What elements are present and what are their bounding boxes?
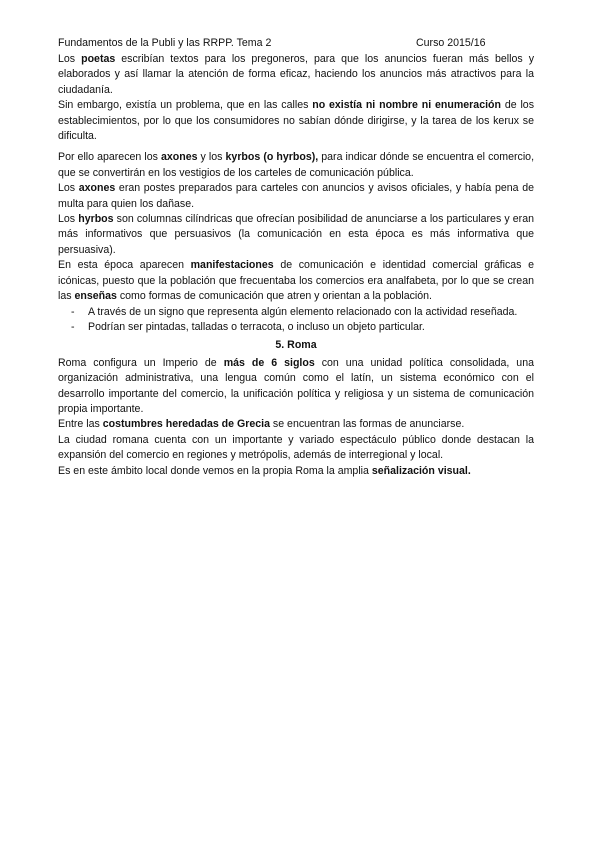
bullet-list [58,305,534,336]
bold-term: axones [160,151,198,164]
text-run: y los [197,151,226,164]
list-item [71,320,534,335]
text-run: Los [58,182,79,195]
text-run: Roma configura un Imperio de [58,356,224,369]
bold-term: manifestaciones [190,259,274,272]
bold-term: no existía ni nombre ni enumeración [312,99,501,112]
paragraph-hyrbos [58,212,534,258]
dash-bullet: - [71,320,75,333]
paragraph-manifestaciones [58,258,534,304]
text-run: como formas de comunicación que atren y orientan a la población. [116,290,432,303]
page-header [58,36,540,50]
header-academic-year: Curso 2015/16 [416,37,486,49]
text-run: Los [58,213,79,226]
bold-term: axones [78,182,116,195]
paragraph-axones-kyrbos [58,150,534,181]
section-heading-roma: 5. Roma [275,339,317,352]
bold-term: enseñas [74,290,117,303]
text-run: Por ello aparecen los [58,151,161,164]
text-run: se encuentran las formas de anunciarse. [269,418,465,431]
bold-term: costumbres heredadas de Grecia [102,418,270,431]
list-item-text: A través de un signo que representa algún elemento relacionado con la actividad reseñada. [88,305,518,318]
text-run: eran postes preparados para carteles con anuncios y avisos oficiales, y había pena de multa para quien los dañase. [58,182,534,210]
text-run: escribían textos para los pregoneros, para que los anuncios fueran más bellos y elaborados y así llamar la atención de forma eficaz, haciendo los anuncios más atractivos para la ciudadanía. [58,53,534,96]
paragraph-costumbres [58,417,534,432]
text-run: de comunicación e identidad comercial gráficas e icónicas, puesto que la población que frecuentaba los comercios era analfabeta, por lo que se crean las [58,259,534,303]
text-run: para indicar dónde se encuentra el comercio, que se convertirán en los vestigios de los carteles de comunicación pública. [58,151,535,179]
text-run: Es en este ámbito local donde vemos en la propia Roma la amplia [58,464,372,477]
bold-term: hyrbos [78,213,114,226]
bold-term: poetas [81,53,116,65]
list-item [71,305,534,320]
bold-term: señalización visual. [371,464,471,477]
text-run: con una unidad política consolidada, una organización administrativa, una lengua común como el latín, un sistema económico con el desarrollo importante del comercio, la unificación política y religiosa y un sistema de comunicación propia importante. [58,356,534,415]
header-course-title: Fundamentos de la Publi y las RRPP. Tema 2 [58,37,272,49]
text-run: son columnas cilíndricas que ofrecían posibilidad de anunciarse a los particulares y eran más informativos que persuasivos (la comunicación en esta época es más informativa que persuasiva). [58,213,534,256]
list-item-text: Podrían ser pintadas, talladas o terracota, o incluso un objeto particular. [88,320,425,333]
dash-bullet: - [71,305,75,318]
text-run: En esta época aparecen [58,259,191,272]
document-body [58,52,534,479]
text-run: Entre las [58,418,103,431]
paragraph-axones [58,181,534,212]
paragraph-ciudad-romana: La ciudad romana cuenta con un importante y variado espectáculo público donde destacan la expansión del comercio en regiones y metrópolis, además de interregional y local. [58,433,534,462]
paragraph-problema [58,98,534,144]
text-run: Los [58,53,82,65]
text-run: Sin embargo, existía un problema, que en las calles [58,99,313,112]
paragraph-roma-imperio [58,356,534,418]
paragraph-senalizacion [58,464,534,479]
bold-term: más de 6 siglos [223,356,315,369]
bold-term: kyrbos (o hyrbos), [225,151,319,164]
paragraph-poetas [58,52,534,98]
text-run: de los establecimientos, por lo que los consumidores no sabían dónde dirigirse, y la tarea de los kerux se dificulta. [58,99,534,143]
